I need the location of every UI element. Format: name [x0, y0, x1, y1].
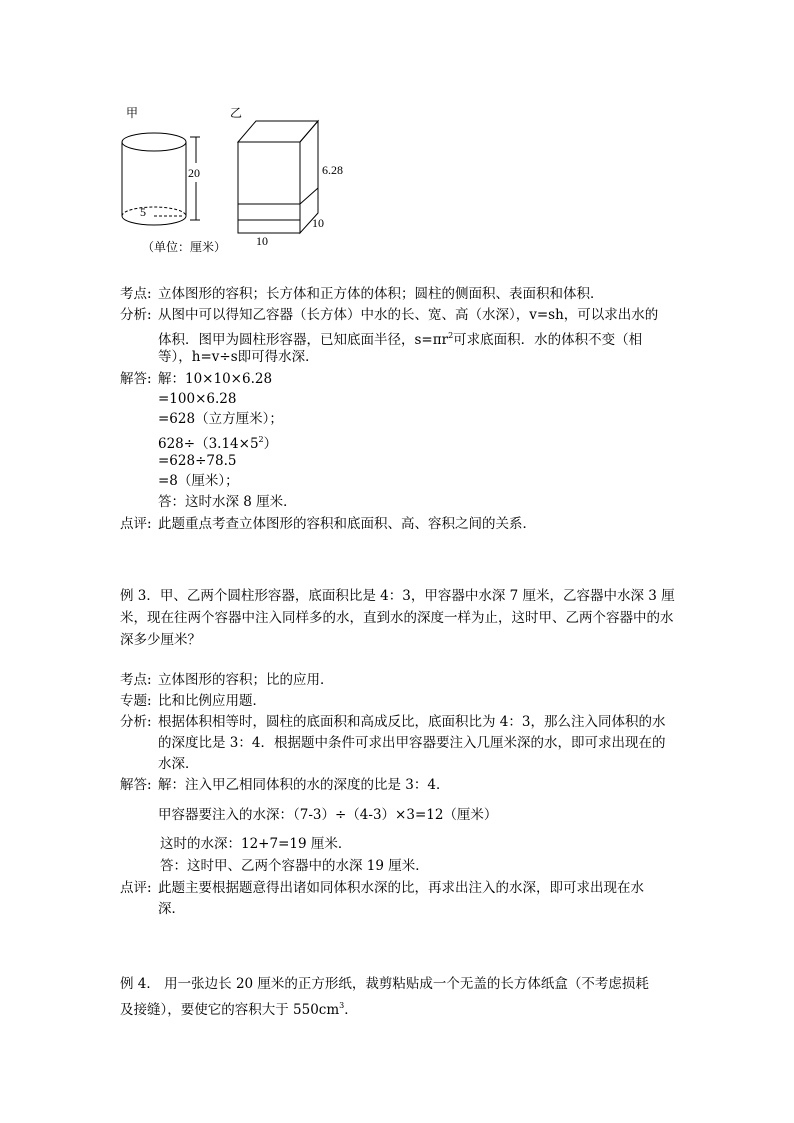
jieda-step-2: =100×6.28: [158, 391, 237, 407]
dianping-line-1: 此题主要根据题意得出诸如同体积水深的比，再求出注入的水深，即可求出现在水: [158, 880, 644, 896]
fenxi-line-2a: 体积．图甲为圆柱形容器，已知底面半径，s=πr: [158, 332, 449, 348]
dianping-label: 点评:: [120, 516, 152, 532]
container-diagram: [118, 100, 358, 255]
ex4-superscript: 3: [339, 1001, 345, 1010]
jieda-step-6: =8（厘米）；: [158, 473, 239, 489]
dianping-label: 点评:: [120, 880, 152, 896]
ex3-zhuanti: [120, 691, 266, 711]
ex2-dianping: [120, 514, 536, 534]
kaodian-label: 考点:: [120, 672, 152, 688]
fenxi-label: 分析:: [120, 714, 152, 730]
jieda-label: 解答:: [120, 777, 152, 793]
jieda-line-1: 解：注入甲乙相同体积的水的深度的比是 3：4．: [158, 777, 450, 793]
box-height-label: 6.28: [322, 163, 343, 177]
jieda-label: 解答:: [120, 371, 152, 387]
ex3-answer: 答：这时甲、乙两个容器中的水深 19 厘米．: [160, 858, 429, 874]
box-yi: [238, 121, 318, 233]
ex3-jieda-line-3: 这时的水深：12+7=19 厘米．: [160, 836, 352, 852]
ex3-jieda-line-2: 甲容器要注入的水深：（7-3）÷（4-3）×3=12（厘米）: [158, 807, 498, 823]
ex2-fenxi: [120, 305, 658, 325]
ex4-problem-line-1: 例 4． 用一张边长 20 厘米的正方形纸，裁剪粘贴成一个无盖的长方体纸盒（不考虑损耗: [120, 976, 649, 992]
dianping-text: 此题重点考查立体图形的容积和底面积、高、容积之间的关系．: [158, 516, 536, 532]
label-yi: 乙: [230, 106, 243, 120]
ex4-line-2b: ．: [344, 1002, 358, 1018]
cylinder-radius-label: 5: [140, 205, 146, 219]
ex4-line-2a: 及接缝），要使它的容积大于 550cm: [120, 1002, 340, 1018]
box-depth-label: 10: [312, 216, 324, 230]
fenxi-label: 分析:: [120, 307, 152, 323]
ex2-jieda: [120, 369, 272, 389]
jieda-step-1: 解：10×10×6.28: [158, 371, 273, 387]
fenxi-line-2b: 可求底面积．水的体积不变（相: [453, 332, 643, 348]
step-4b: ）: [263, 436, 278, 452]
kaodian-text: 立体图形的容积；比的应用．: [158, 672, 334, 688]
ex3-dianping-line-2: 深．: [158, 901, 185, 917]
ex2-fenxi-line-3: 等），h=v÷s即可得水深．: [158, 349, 319, 365]
cylinder-height-label: 20: [188, 166, 200, 180]
kaodian-text: 立体图形的容积；长方体和正方体的体积；圆柱的侧面积、表面积和体积．: [158, 286, 604, 302]
container-figure: [118, 100, 358, 255]
step-4-superscript: 2: [258, 435, 264, 444]
jieda-answer: 答：这时水深 8 厘米．: [158, 494, 297, 510]
box-width-label: 10: [256, 234, 268, 248]
ex3-jieda: [120, 775, 449, 795]
kaodian-label: 考点:: [120, 286, 152, 302]
zhuanti-label: 专题:: [120, 693, 152, 709]
fenxi-line-1: 根据体积相等时，圆柱的底面积和高成反比，底面积比为 4：3，那么注入同体积的水: [158, 714, 666, 730]
ex3-kaodian: [120, 670, 334, 690]
unit-note: （单位：厘米）: [142, 240, 227, 254]
fenxi-superscript: 2: [448, 331, 454, 340]
ex3-fenxi-line-2: 的深度比是 3：4．根据题中条件可求出甲容器要注入几厘米深的水，即可求出现在的: [158, 735, 666, 751]
jieda-step-3: =628（立方厘米）；: [158, 411, 283, 427]
ex3-problem: 例 3．甲、乙两个圆柱形容器，底面积比是 4：3，甲容器中水深 7 厘米，乙容器中水深 3 厘米，现在往两个容器中注入同样多的水，直到水的深度一样为止，这时甲、乙两个容器中的水深多少厘米？: [120, 588, 675, 648]
ex3-fenxi-line-3: 水深．: [158, 756, 199, 772]
zhuanti-text: 比和比例应用题．: [158, 693, 266, 709]
jieda-step-5: =628÷78.5: [158, 453, 237, 469]
ex3-dianping: [120, 878, 644, 898]
step-4a: 628÷（3.14×5: [158, 436, 259, 452]
ex2-kaodian: [120, 284, 604, 304]
fenxi-line-1: 从图中可以得知乙容器（长方体）中水的长、宽、高（水深），v=sh，可以求出水的: [158, 307, 659, 323]
ex4-problem-line-2: [120, 996, 358, 1020]
ex3-fenxi: [120, 712, 665, 732]
label-jia: 甲: [126, 106, 139, 120]
